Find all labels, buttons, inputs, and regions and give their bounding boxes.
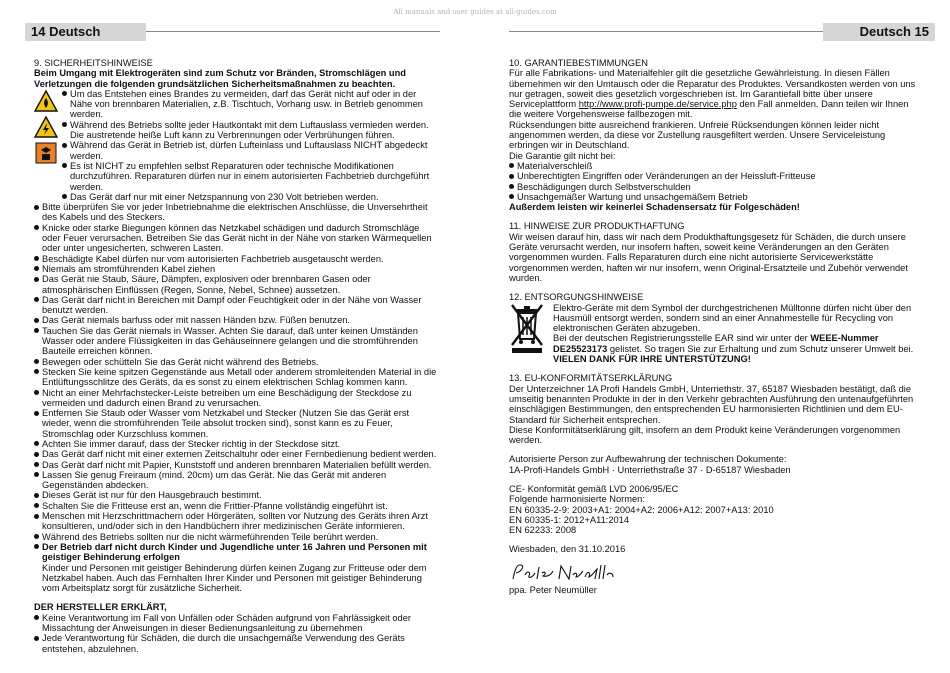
list-item: Um das Entstehen eines Brandes zu vermeiden, darf das Gerät nicht auf oder in der Nähe von brennbaren Materialien, z.B. Tischtuch, Vorhang usw. in Betrieb genommen werden. xyxy=(62,89,440,120)
section-12-registration xyxy=(553,333,919,354)
list-item: Während das Gerät in Betrieb ist, dürfen Lufteinlass und Luftauslass NICHT abgedeckt werden. xyxy=(62,140,440,161)
authorized-person-label: Autorisierte Person zur Aufbewahrung der technischen Dokumente: xyxy=(509,454,787,465)
section-9-intro: Beim Umgang mit Elektrogeräten sind zum Schutz vor Bränden, Stromschlägen und Verletzungen die folgenden grundsätzlichen Sicherheitsmaßnahmen zu beachten. xyxy=(34,68,406,89)
section-13-title: 13. EU-KONFORMITÄTSERKLÄRUNG xyxy=(509,373,673,384)
ce-conformity: CE- Konformität gemäß LVD 2006/95/EC xyxy=(509,483,679,494)
list-item: Dieses Gerät ist nur für den Hausgebrauch bestimmt. xyxy=(34,490,440,500)
list-item: Bitte überprüfen Sie vor jeder Inbetriebnahme die elektrischen Anschlüsse, die Unversehrtheit des Kabels und des Steckers. xyxy=(34,202,440,223)
section-10-title: 10. GARANTIEBESTIMMUNGEN xyxy=(509,58,648,68)
list-item: Tauchen Sie das Gerät niemals in Wasser. Achten Sie darauf, daß unter keinen Umständen Wasser oder andere Flüssigkeiten in das Gehäuseinnere gelangen und die stromführenden Bauteile erreichen können. xyxy=(34,326,440,357)
norms-title: Folgende harmonisierte Normen: xyxy=(509,494,645,505)
list-item: Achten Sie immer darauf, dass der Stecker richtig in der Steckdose sitzt. xyxy=(34,439,440,449)
list-item: Beschädigungen durch Selbstverschulden xyxy=(509,182,919,192)
list-item: Entfernen Sie Staub oder Wasser vom Netzkabel und Stecker (Nutzen Sie das Gerät erst wieder, wenn die stromführenden Teile absolut trocken sind), sonst kann es zu Feuer, Stromschlag oder Kurzschluss kommen. xyxy=(34,408,440,439)
section-13-text-2: Diese Konformitätserklärung gilt, insofern an dem Produkt keine Veränderungen vorgenommen werden. xyxy=(509,424,901,446)
list-item: Das Gerät darf nicht in Bereichen mit Dampf oder Feuchtigkeit oder in der Nähe von Wasser benutzt werden. xyxy=(34,295,440,316)
list-item: Bewegen oder schütteln Sie das Gerät nicht während des Betriebs. xyxy=(34,357,440,367)
hazard-warning-icon xyxy=(34,142,58,164)
authorized-person-address: 1A-Profi-Handels GmbH · Unterriethstraße 37 · D-65187 Wiesbaden xyxy=(509,464,791,475)
list-item: Das Gerät darf nicht mit Papier, Kunststoff und anderen brennbaren Materialien befüllt werden. xyxy=(34,460,440,470)
section-10-text-a: Für alle Fabrikations- und Materialfehler gilt die gesetzliche Gewährleistung. In diesen Fällen übernehmen wir den Umtausch oder die Reparatur des Produktes. Versandkosten werden von uns nur getragen, soweit dies gesetzlich vorgeschrieben ist. Im Garantiefall bitte über unsere Serviceplattform xyxy=(509,68,916,110)
list-item: Menschen mit Herzschrittmachern oder Hörgeräten, sollten vor Nutzung des Geräts ihren Arzt konsultieren, und/oder sich in den Handbüchern ihrer medizinischen Geräte informieren. xyxy=(34,511,440,532)
weee-text xyxy=(553,303,919,365)
registration-text-b: gelistet. So tragen Sie zur Erhaltung und zum Schutz unserer Umwelt bei. xyxy=(609,343,914,354)
signer-name: ppa. Peter Neumüller xyxy=(509,585,597,596)
signature xyxy=(509,561,919,583)
list-item: Materialverschleiß xyxy=(509,161,919,171)
list-item: Niemals am stromführenden Kabel ziehen xyxy=(34,264,440,274)
place-date: Wiesbaden, den 31.10.2016 xyxy=(509,544,626,555)
header-rule-left xyxy=(140,31,440,32)
list-item-continuation: Kinder und Personen mit geistiger Behinderung dürfen keinen Zugang zur Fritteuse oder dem Netzkabel haben. Auch das Fernhalten Ihrer Kinder und Personen mit geistiger Behinderung vom Arbeitsplatz sorgt für zusätzliche Sicherheit. xyxy=(42,562,427,594)
section-12-title: 12. ENTSORGUNGSHINWEISE xyxy=(509,292,644,303)
watermark: All manuals and user guides at all-guides.com xyxy=(393,8,557,16)
list-item: Nicht an einer Mehrfachstecker-Leiste betreiben um eine Beschädigung der Steckdose zu vermeiden und dadurch einen Brand zu verursachen. xyxy=(34,388,440,409)
manufacturer-title: DER HERSTELLER ERKLÄRT, xyxy=(34,602,167,613)
electric-warning-icon xyxy=(34,116,58,138)
list-item: Das Gerät darf nicht mit einer externen Zeitschaltuhr oder einer Fernbedienung bedient werden. xyxy=(34,449,440,459)
section-12-thanks: VIELEN DANK FÜR IHRE UNTERSTÜTZUNG! xyxy=(553,354,751,365)
section-9-title: 9. SICHERHEITSHINWEISE xyxy=(34,58,153,68)
crossed-bin-icon xyxy=(509,303,545,355)
left-column xyxy=(34,58,440,654)
list-item: Das Gerät darf nur mit einer Netzspannung von 230 Volt betrieben werden. xyxy=(62,192,440,202)
list-item: Das Gerät nie Staub, Säure, Dämpfen, explosiven oder brennbaren Gasen oder atmosphärischen Einflüssen (Regen, Sonne, Nebel, Schnee) aussetzen. xyxy=(34,274,440,295)
list-item: Keine Verantwortung im Fall von Unfällen oder Schäden aufgrund von Fahrlässigkeit oder Missachtung der Anweisungen in dieser Bedienungsanleitung zu übernehmen xyxy=(34,613,440,634)
list-item: Knicke oder starke Biegungen können das Netzkabel schädigen und dadurch Stromschläge oder Feuer verursachen. Betreiben Sie das Gerät nicht in der Nähe von starken Wärmequellen oder unter ungesicherten, schweren Lasten. xyxy=(34,223,440,254)
handwritten-signature-icon xyxy=(509,561,619,583)
list-item-bold: Der Betrieb darf nicht durch Kinder und Jugendliche unter 16 Jahren und Personen mit geistiger Behinderung erfolgen xyxy=(34,542,440,563)
section-11-title: 11. HINWEISE ZUR PRODUKTHAFTUNG xyxy=(509,221,685,232)
right-column xyxy=(509,58,919,595)
registration-text-a: Bei der deutschen Registrierungsstelle EAR sind wir unter der xyxy=(553,333,808,344)
list-item: Das Gerät niemals barfuss oder mit nassen Händen bzw. Füßen benutzen. xyxy=(34,315,440,325)
page-number-left: 14 Deutsch xyxy=(25,23,146,41)
norm-item: EN 60335-1: 2012+A11:2014 xyxy=(509,514,630,525)
norm-item: EN 62233: 2008 xyxy=(509,525,577,536)
list-item: Unberechtigten Eingriffen oder Veränderungen an der Heissluft-Fritteuse xyxy=(509,171,919,181)
section-10-text xyxy=(509,68,919,119)
weee-number: WEEE-Nummer DE25523173 xyxy=(553,333,879,354)
list-item: Unsachgemäßer Wartung und unsachgemäßem Betrieb xyxy=(509,192,919,202)
page-number-right: Deutsch 15 xyxy=(823,23,935,41)
warning-icons xyxy=(34,89,62,202)
section-12-text: Elektro-Geräte mit dem Symbol der durchgestrichenen Mülltonne dürfen nicht über den Hausmüll entsorgt werden, sondern sind an einer Annahmestelle für Recycling von elektronischen Geräten abzugeben. xyxy=(553,302,912,334)
section-10-text-b: den Fall anmelden. Dann teilen wir Ihnen die weitere Vorgehensweise fallbezogen mit. xyxy=(509,99,909,120)
list-item: Während des Betriebs sollte jeder Hautkontakt mit dem Luftauslass vermieden werden. Die austretende heiße Luft kann zu Verbrennungen oder Verbrühungen führen. xyxy=(62,120,440,141)
weee-block xyxy=(509,303,919,365)
service-link[interactable]: http://www.profi-pumpe.de/service.php xyxy=(578,99,737,110)
list-item: Schalten Sie die Fritteuse erst an, wenn die Frittier-Pfanne vollständig eingeführt ist. xyxy=(34,501,440,511)
section-10-exclusions-title: Die Garantie gilt nicht bei: xyxy=(509,150,616,161)
list-item: Stecken Sie keine spitzen Gegenstände aus Metall oder anderem stromleitenden Material in die Entlüftungsschlitze des Geräts, da es sonst zu einem elektrischen Schlag kommen kann. xyxy=(34,367,440,388)
section-10-bold: Außerdem leisten wir keinerlei Schadensersatz für Folgeschäden! xyxy=(509,202,800,213)
header-rule-right xyxy=(509,31,823,32)
list-item: Während des Betriebs sollten nur die nicht wärmeführenden Teile berührt werden. xyxy=(34,532,440,542)
section-13-text: Der Unterzeichner 1A Profi Handels GmbH, Unterriethstr. 37, 65187 Wiesbaden bestätigt, daß die umseitig benannten Produkte in der in den Verkehr gebrachten Ausführung den untenaufgeführten einschlägigen Bestimmungen, den entsprechenden EU harmonisierten Richtlinien und dem EU-Standard für Sicherheit entsprechen. xyxy=(509,383,914,425)
list-item: Lassen Sie genug Freiraum (mind. 20cm) um das Gerät. Nie das Gerät mit anderen Gegenständen abdecken. xyxy=(34,470,440,491)
fire-warning-icon xyxy=(34,90,58,112)
section-10-returns: Rücksendungen bitte ausreichend frankieren. Unfreie Rücksendungen können leider nicht angenommen werden, da diese vor Zustellung rausgefiltert werden. Unsere Serviceleistung erbringen wir in Deutschland. xyxy=(509,119,886,151)
list-item: Es ist NICHT zu empfehlen selbst Reparaturen oder technische Modifikationen durchzuführen. Reparaturen dürfen nur in einem autorisierten Fachbetrieb durchgeführt werden. xyxy=(62,161,440,192)
list-item: Jede Verantwortung für Schäden, die durch die unsachgemäße Verwendung des Geräts entstehen, abzulehnen. xyxy=(34,633,440,654)
list-item: Beschädigte Kabel dürfen nur vom autorisierten Fachbetrieb ausgetauscht werden. xyxy=(34,254,440,264)
safety-list xyxy=(34,202,440,593)
section-11-text: Wir weisen darauf hin, dass wir nach dem Produkthaftungsgesetz für Schäden, die durch unsere Geräte verursacht werden, nur insofern haften, soweit keine Veränderungen an den Geräten vorgenommen wurden. Falls Reparaturen durch eine nicht autorisierte Servicewerkstätte vorgenommen werden, haften wir nur insofern, wenn Original-Ersatzteile und Zubehör verwendet wurden. xyxy=(509,231,908,283)
warning-block xyxy=(34,89,440,202)
norm-item: EN 60335-2-9: 2003+A1: 2004+A2: 2006+A12: 2007+A13: 2010 xyxy=(509,504,774,515)
warning-list xyxy=(62,89,440,202)
